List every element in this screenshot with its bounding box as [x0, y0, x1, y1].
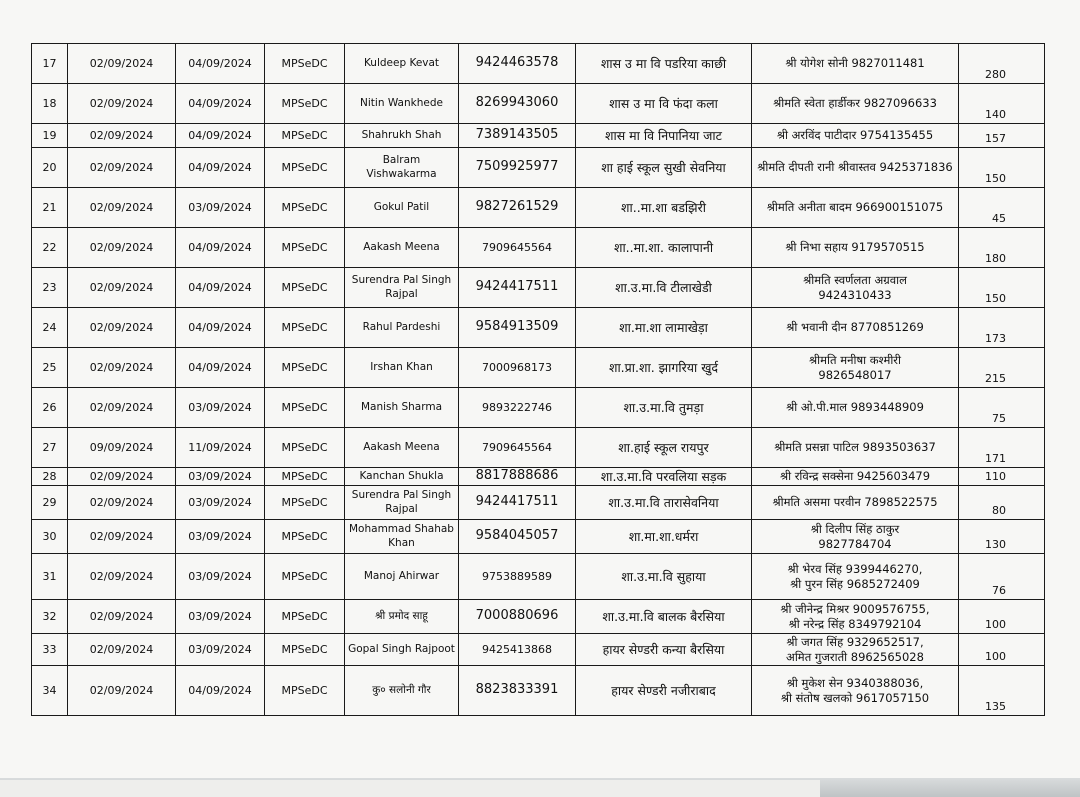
count-cell: 75 — [959, 388, 1045, 428]
count-cell: 280 — [959, 44, 1045, 84]
serial-number-cell: 24 — [32, 308, 68, 348]
organization-cell: MPSeDC — [265, 468, 345, 486]
end-date-cell: 03/09/2024 — [176, 554, 265, 600]
end-date-cell: 04/09/2024 — [176, 228, 265, 268]
count-cell: 173 — [959, 308, 1045, 348]
serial-number-cell: 26 — [32, 388, 68, 428]
trainer-name-cell: श्री प्रमोद साहू — [345, 600, 459, 634]
phone-cell: 9584913509 — [459, 308, 576, 348]
phone-cell: 9893222746 — [459, 388, 576, 428]
officer-contact-cell: श्री दिलीप सिंह ठाकुर 9827784704 — [752, 520, 959, 554]
officer-contact-cell: श्रीमति मनीषा कश्मीरी 9826548017 — [752, 348, 959, 388]
count-cell: 180 — [959, 228, 1045, 268]
organization-cell: MPSeDC — [265, 148, 345, 188]
page-bottom-edge — [0, 780, 820, 797]
officer-contact-cell: श्रीमति अनीता बादम 966900151075 — [752, 188, 959, 228]
end-date-cell: 04/09/2024 — [176, 348, 265, 388]
end-date-cell: 03/09/2024 — [176, 468, 265, 486]
serial-number-cell: 19 — [32, 124, 68, 148]
start-date-cell: 02/09/2024 — [68, 388, 176, 428]
trainer-name-cell: Kuldeep Kevat — [345, 44, 459, 84]
count-cell: 130 — [959, 520, 1045, 554]
school-name-cell: हायर सेण्डरी नजीराबाद — [576, 666, 752, 716]
serial-number-cell: 17 — [32, 44, 68, 84]
table-row — [32, 468, 1045, 486]
trainer-name-cell: Aakash Meena — [345, 428, 459, 468]
trainer-name-cell: Mohammad Shahab Khan — [345, 520, 459, 554]
start-date-cell: 02/09/2024 — [68, 348, 176, 388]
organization-cell: MPSeDC — [265, 554, 345, 600]
phone-cell: 9425413868 — [459, 634, 576, 666]
table-row — [32, 348, 1045, 388]
organization-cell: MPSeDC — [265, 84, 345, 124]
start-date-cell: 09/09/2024 — [68, 428, 176, 468]
count-cell: 157 — [959, 124, 1045, 148]
trainer-name-cell: Manoj Ahirwar — [345, 554, 459, 600]
count-cell: 135 — [959, 666, 1045, 716]
trainer-name-cell: Surendra Pal Singh Rajpal — [345, 486, 459, 520]
start-date-cell: 02/09/2024 — [68, 124, 176, 148]
table-row — [32, 148, 1045, 188]
officer-contact-cell: श्री ओ.पी.माल 9893448909 — [752, 388, 959, 428]
phone-cell: 7389143505 — [459, 124, 576, 148]
phone-cell: 9753889589 — [459, 554, 576, 600]
start-date-cell: 02/09/2024 — [68, 486, 176, 520]
phone-cell: 8269943060 — [459, 84, 576, 124]
end-date-cell: 03/09/2024 — [176, 486, 265, 520]
end-date-cell: 03/09/2024 — [176, 600, 265, 634]
count-cell: 100 — [959, 600, 1045, 634]
start-date-cell: 02/09/2024 — [68, 468, 176, 486]
trainer-name-cell: Balram Vishwakarma — [345, 148, 459, 188]
table-row — [32, 44, 1045, 84]
officer-contact-cell: श्री योगेश सोनी 9827011481 — [752, 44, 959, 84]
trainer-name-cell: Gokul Patil — [345, 188, 459, 228]
phone-cell: 9584045057 — [459, 520, 576, 554]
organization-cell: MPSeDC — [265, 188, 345, 228]
phone-cell: 7909645564 — [459, 428, 576, 468]
trainer-name-cell: Rahul Pardeshi — [345, 308, 459, 348]
officer-contact-cell: श्रीमति प्रसन्ना पाटिल 9893503637 — [752, 428, 959, 468]
phone-cell: 9424417511 — [459, 268, 576, 308]
serial-number-cell: 34 — [32, 666, 68, 716]
end-date-cell: 04/09/2024 — [176, 84, 265, 124]
school-name-cell: शा.मा.शा.धर्मरा — [576, 520, 752, 554]
start-date-cell: 02/09/2024 — [68, 634, 176, 666]
end-date-cell: 03/09/2024 — [176, 388, 265, 428]
serial-number-cell: 28 — [32, 468, 68, 486]
table-row — [32, 228, 1045, 268]
organization-cell: MPSeDC — [265, 268, 345, 308]
start-date-cell: 02/09/2024 — [68, 84, 176, 124]
organization-cell: MPSeDC — [265, 124, 345, 148]
organization-cell: MPSeDC — [265, 44, 345, 84]
table-row — [32, 634, 1045, 666]
trainer-name-cell: Nitin Wankhede — [345, 84, 459, 124]
serial-number-cell: 30 — [32, 520, 68, 554]
school-name-cell: शा हाई स्कूल सुखी सेवनिया — [576, 148, 752, 188]
school-name-cell: शा.प्रा.शा. झागरिया खुर्द — [576, 348, 752, 388]
count-cell: 100 — [959, 634, 1045, 666]
phone-cell: 7000880696 — [459, 600, 576, 634]
officer-contact-cell: श्री जगत सिंह 9329652517, अमित गुजराती 8962565028 — [752, 634, 959, 666]
serial-number-cell: 25 — [32, 348, 68, 388]
table-row — [32, 554, 1045, 600]
start-date-cell: 02/09/2024 — [68, 228, 176, 268]
serial-number-cell: 18 — [32, 84, 68, 124]
school-name-cell: शास मा वि निपानिया जाट — [576, 124, 752, 148]
school-name-cell: शास उ मा वि पडरिया काछी — [576, 44, 752, 84]
trainer-name-cell: कु० सलोनी गौर — [345, 666, 459, 716]
phone-cell: 7909645564 — [459, 228, 576, 268]
school-name-cell: शा..मा.शा बडझिरी — [576, 188, 752, 228]
officer-contact-cell: श्री अरविंद पाटीदार 9754135455 — [752, 124, 959, 148]
end-date-cell: 03/09/2024 — [176, 188, 265, 228]
end-date-cell: 04/09/2024 — [176, 44, 265, 84]
serial-number-cell: 32 — [32, 600, 68, 634]
trainer-name-cell: Gopal Singh Rajpoot — [345, 634, 459, 666]
table-row — [32, 600, 1045, 634]
school-name-cell: हायर सेण्डरी कन्या बैरसिया — [576, 634, 752, 666]
trainer-name-cell: Surendra Pal Singh Rajpal — [345, 268, 459, 308]
assignment-table — [31, 43, 1045, 716]
start-date-cell: 02/09/2024 — [68, 554, 176, 600]
phone-cell: 9424463578 — [459, 44, 576, 84]
organization-cell: MPSeDC — [265, 348, 345, 388]
school-name-cell: शा.उ.मा.वि सुहाया — [576, 554, 752, 600]
school-name-cell: शा.उ.मा.वि तारासेवनिया — [576, 486, 752, 520]
start-date-cell: 02/09/2024 — [68, 188, 176, 228]
table-row — [32, 388, 1045, 428]
trainer-name-cell: Kanchan Shukla — [345, 468, 459, 486]
start-date-cell: 02/09/2024 — [68, 600, 176, 634]
organization-cell: MPSeDC — [265, 428, 345, 468]
officer-contact-cell: श्रीमति दीपती रानी श्रीवास्तव 9425371836 — [752, 148, 959, 188]
serial-number-cell: 21 — [32, 188, 68, 228]
phone-cell: 8823833391 — [459, 666, 576, 716]
officer-contact-cell: श्री निभा सहाय 9179570515 — [752, 228, 959, 268]
count-cell: 45 — [959, 188, 1045, 228]
end-date-cell: 04/09/2024 — [176, 148, 265, 188]
start-date-cell: 02/09/2024 — [68, 268, 176, 308]
school-name-cell: शास उ मा वि फंदा कला — [576, 84, 752, 124]
trainer-name-cell: Aakash Meena — [345, 228, 459, 268]
table-row — [32, 486, 1045, 520]
officer-contact-cell: श्री भेरव सिंह 9399446270, श्री पुरन सिंह 9685272409 — [752, 554, 959, 600]
trainer-name-cell: Irshan Khan — [345, 348, 459, 388]
start-date-cell: 02/09/2024 — [68, 520, 176, 554]
school-name-cell: शा.उ.मा.वि परवलिया सड़क — [576, 468, 752, 486]
count-cell: 76 — [959, 554, 1045, 600]
organization-cell: MPSeDC — [265, 634, 345, 666]
count-cell: 140 — [959, 84, 1045, 124]
table-row — [32, 268, 1045, 308]
count-cell: 215 — [959, 348, 1045, 388]
organization-cell: MPSeDC — [265, 228, 345, 268]
serial-number-cell: 27 — [32, 428, 68, 468]
phone-cell: 9827261529 — [459, 188, 576, 228]
table-row — [32, 124, 1045, 148]
serial-number-cell: 22 — [32, 228, 68, 268]
count-cell: 110 — [959, 468, 1045, 486]
school-name-cell: शा.उ.मा.वि तुमड़ा — [576, 388, 752, 428]
phone-cell: 7000968173 — [459, 348, 576, 388]
serial-number-cell: 20 — [32, 148, 68, 188]
table-row — [32, 520, 1045, 554]
phone-cell: 7509925977 — [459, 148, 576, 188]
end-date-cell: 04/09/2024 — [176, 666, 265, 716]
end-date-cell: 03/09/2024 — [176, 520, 265, 554]
serial-number-cell: 29 — [32, 486, 68, 520]
table-row — [32, 666, 1045, 716]
officer-contact-cell: श्री रविन्द्र सक्सेना 9425603479 — [752, 468, 959, 486]
phone-cell: 8817888686 — [459, 468, 576, 486]
school-name-cell: शा..मा.शा. कालापानी — [576, 228, 752, 268]
end-date-cell: 11/09/2024 — [176, 428, 265, 468]
officer-contact-cell: श्री जीनेन्द्र मिश्रर 9009576755, श्री नरेन्द्र सिंह 8349792104 — [752, 600, 959, 634]
start-date-cell: 02/09/2024 — [68, 44, 176, 84]
organization-cell: MPSeDC — [265, 486, 345, 520]
school-name-cell: शा.मा.शा लामाखेड़ा — [576, 308, 752, 348]
count-cell: 150 — [959, 268, 1045, 308]
officer-contact-cell: श्रीमति स्वेता हार्डीकर 9827096633 — [752, 84, 959, 124]
trainer-name-cell: Manish Sharma — [345, 388, 459, 428]
count-cell: 80 — [959, 486, 1045, 520]
start-date-cell: 02/09/2024 — [68, 308, 176, 348]
end-date-cell: 03/09/2024 — [176, 634, 265, 666]
serial-number-cell: 33 — [32, 634, 68, 666]
organization-cell: MPSeDC — [265, 388, 345, 428]
officer-contact-cell: श्रीमति स्वर्णलता अग्रवाल 9424310433 — [752, 268, 959, 308]
table-row — [32, 428, 1045, 468]
table-row — [32, 308, 1045, 348]
organization-cell: MPSeDC — [265, 600, 345, 634]
organization-cell: MPSeDC — [265, 520, 345, 554]
school-name-cell: शा.उ.मा.वि बालक बैरसिया — [576, 600, 752, 634]
serial-number-cell: 31 — [32, 554, 68, 600]
count-cell: 150 — [959, 148, 1045, 188]
serial-number-cell: 23 — [32, 268, 68, 308]
officer-contact-cell: श्री भवानी दीन 8770851269 — [752, 308, 959, 348]
end-date-cell: 04/09/2024 — [176, 308, 265, 348]
trainer-name-cell: Shahrukh Shah — [345, 124, 459, 148]
officer-contact-cell: श्रीमति असमा परवीन 7898522575 — [752, 486, 959, 520]
school-name-cell: शा.उ.मा.वि टीलाखेडी — [576, 268, 752, 308]
count-cell: 171 — [959, 428, 1045, 468]
phone-cell: 9424417511 — [459, 486, 576, 520]
start-date-cell: 02/09/2024 — [68, 666, 176, 716]
officer-contact-cell: श्री मुकेश सेन 9340388036, श्री संतोष खलको 9617057150 — [752, 666, 959, 716]
organization-cell: MPSeDC — [265, 308, 345, 348]
school-name-cell: शा.हाई स्कूल रायपुर — [576, 428, 752, 468]
end-date-cell: 04/09/2024 — [176, 268, 265, 308]
table-row — [32, 188, 1045, 228]
end-date-cell: 04/09/2024 — [176, 124, 265, 148]
table-row — [32, 84, 1045, 124]
start-date-cell: 02/09/2024 — [68, 148, 176, 188]
organization-cell: MPSeDC — [265, 666, 345, 716]
